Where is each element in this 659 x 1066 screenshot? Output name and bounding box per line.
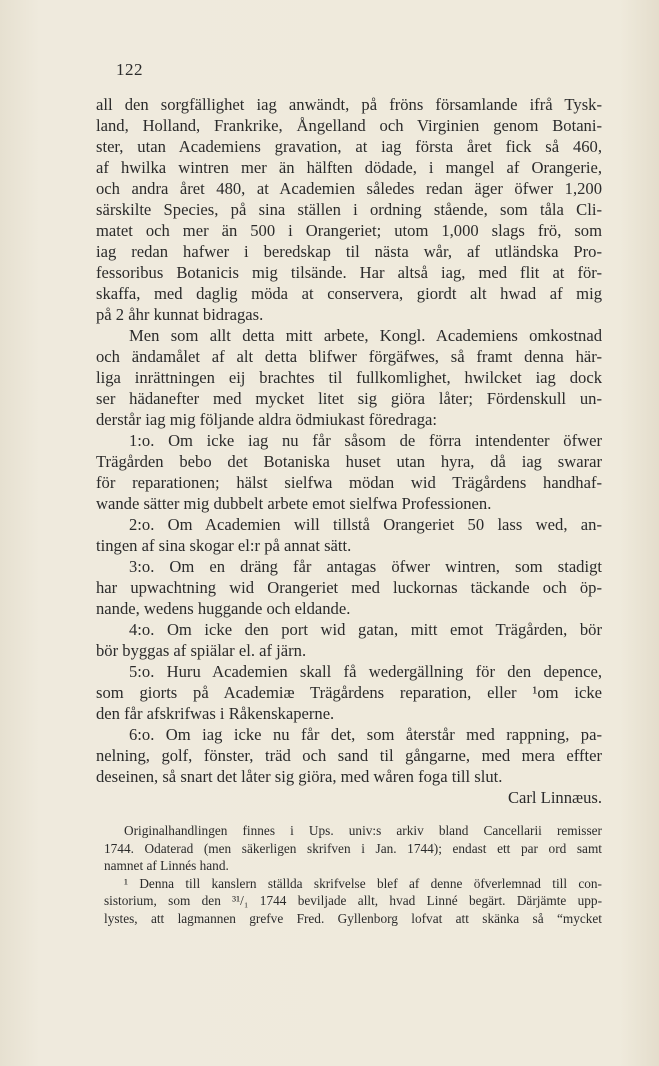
list-item-2: 2:o. Om Academien will tillstå Orangeriet 50 lass wed, an- bbox=[129, 515, 602, 534]
body-line: Men som allt detta mitt arbete, Kongl. Academiens omkostnad bbox=[129, 326, 602, 345]
list-item-1: 1:o. Om icke iag nu får såsom de förra intendenter öfwer bbox=[129, 431, 602, 450]
body-line: ster, utan Academiens gravation, at iag första året fick så 460, bbox=[96, 137, 602, 156]
body-line: den får afskrifwas i Råkenskaperne. bbox=[96, 704, 335, 723]
body-line: bör byggas af spiälar el. af järn. bbox=[96, 641, 307, 660]
source-note: namnet af Linnés hand. bbox=[104, 858, 229, 873]
body-line: deseinen, så snart det låter sig giöra, med wåren foga till slut. bbox=[96, 767, 503, 786]
body-line: nelning, golf, fönster, träd och sand til gångarne, med mera effter bbox=[96, 746, 602, 765]
footnote-1: sistorium, som den ³¹/₁ 1744 beviljade allt, hvad Linné begärt. Därjämte upp- bbox=[104, 893, 602, 908]
body-line: land, Holland, Frankrike, Ångelland och Virginien genom Botani- bbox=[96, 116, 602, 135]
signature: Carl Linnæus. bbox=[507, 788, 602, 807]
footnotes bbox=[104, 822, 602, 927]
footnote-1: ¹ Denna till kanslern ställda skrifvelse blef af denne öfverlemnad till con- bbox=[124, 875, 602, 891]
body-line: all den sorgfällighet iag anwändt, på fröns församlande ifrå Tysk- bbox=[96, 95, 602, 114]
body-line: nande, wedens huggande och eldande. bbox=[96, 599, 351, 618]
body-line: och andra året 480, at Academien således redan äger öfwer 1,200 bbox=[96, 179, 602, 198]
body-line: derstår iag mig följande aldra ödmiukast föredraga: bbox=[96, 410, 437, 429]
body-line: och ändamålet af alt detta blifwer förgäfwes, så framt denna här- bbox=[96, 347, 602, 366]
list-item-4: 4:o. Om icke den port wid gatan, mitt emot Trägården, bör bbox=[129, 620, 602, 639]
list-item-6: 6:o. Om iag icke nu får det, som återstår med rappning, pa- bbox=[129, 725, 602, 744]
body-line: liga inrättningen eij brachtes til fullkomlighet, hwilcket iag dock bbox=[96, 368, 602, 387]
body-line: Trägården bebo det Botaniska huset utan hyra, då iag swarar bbox=[96, 452, 602, 471]
body-line: af hwilka wintren mer än hälften dödade, i mangel af Orangerie, bbox=[96, 158, 602, 177]
list-item-5: 5:o. Huru Academien skall få wedergällning för den depence, bbox=[129, 662, 602, 681]
list-item-3: 3:o. Om en dräng får antagas öfwer wintren, som stadigt bbox=[129, 557, 602, 576]
body-line: ser hädanefter med mycket litet sig giöra låter; Fördenskull un- bbox=[96, 389, 602, 408]
body-line: fessoribus Botanicis mig tilsände. Har altså iag, med flit at för- bbox=[96, 263, 602, 282]
footnote-1: lystes, att lagmannen grefve Fred. Gyllenborg lofvat att skänka så “mycket bbox=[104, 910, 602, 926]
body-line: wande sätter mig dubbelt arbete emot sielfwa Professionen. bbox=[96, 494, 492, 513]
source-note: Originalhandlingen finnes i Ups. univ:s arkiv bland Cancellarii remisser bbox=[124, 823, 602, 838]
body-line: skaffa, med daglig möda at conservera, giordt alt hwad af mig bbox=[96, 284, 602, 303]
letter-body bbox=[96, 94, 602, 808]
body-line: matet och mer än 500 i Orangeriet; utom 1,000 slags frö, som bbox=[96, 221, 602, 240]
body-line: särskilte Species, på sina ställen i ordning stående, som tåla Cli- bbox=[96, 200, 602, 219]
source-note: 1744. Odaterad (men säkerligen skrifven i Jan. 1744); endast ett par ord samt bbox=[104, 840, 602, 856]
body-line: har upwachtning wid Orangeriet med luckornas täckande och öp- bbox=[96, 578, 602, 597]
body-line: för reparationen; hälst sielfwa mödan wid Trägårdens handhaf- bbox=[96, 473, 602, 492]
body-line: på 2 åhr kunnat bidragas. bbox=[96, 305, 264, 324]
body-line: tingen af sina skogar el:r på annat sätt. bbox=[96, 536, 352, 555]
page-number: 122 bbox=[116, 60, 143, 79]
body-line: som giorts på Academiæ Trägårdens reparation, eller ¹om icke bbox=[96, 683, 602, 702]
body-line: iag redan hafwer i beredskap til nästa wår, af utländska Pro- bbox=[96, 242, 602, 261]
